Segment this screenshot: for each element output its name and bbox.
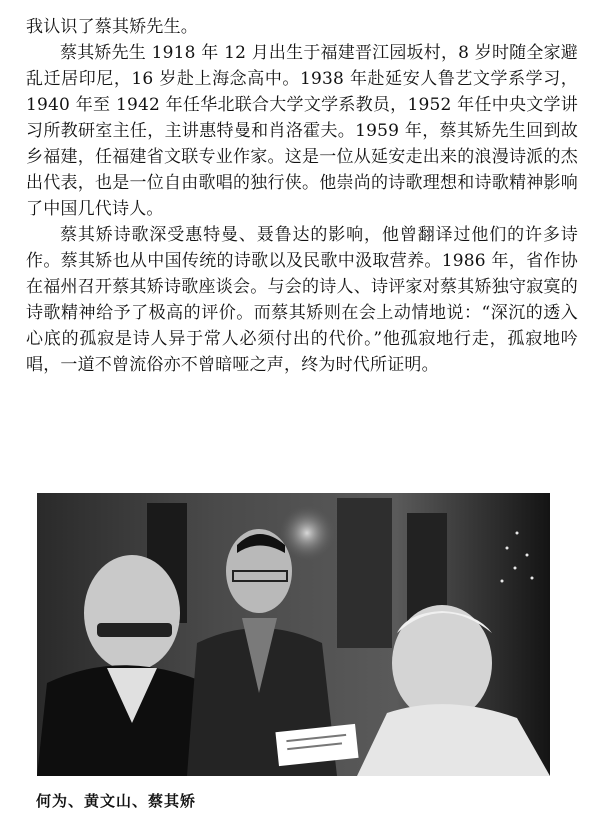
group-photo — [37, 493, 550, 776]
influence-paragraph: 蔡其矫诗歌深受惠特曼、聂鲁达的影响，他曾翻译过他们的许多诗作。蔡其矫也从中国传统的诗歌以及民歌中汲取营养。1986 年，省作协在福州召开蔡其矫诗歌座谈会。与会的诗人、诗评家对蔡其矫独守寂寞的诗歌精神给予了极高的评价。而蔡其矫则在会上动情地说：“深沉的透入心底的孤寂是诗人异于常人必须付出的代价。”他孤寂地行走，孤寂地吟唱，一道不曾流俗亦不曾暗哑之声，终为时代所证明。 — [26, 225, 578, 375]
photo-illustration — [37, 493, 550, 776]
article-body — [26, 14, 578, 378]
biography-paragraph: 蔡其矫先生 1918 年 12 月出生于福建晋江园坂村，8 岁时随全家避乱迁居印尼，16 岁赴上海念高中。1938 年赴延安人鲁艺文学系学习，1940 年至 1942 年任华北联合大学文学系教员，1952 年任中央文学讲习所教研室主任，主讲惠特曼和肖洛霍夫。1959 年，蔡其矫先生回到故乡福建，任福建省文联专业作家。这是一位从延安走出来的浪漫诗派的杰出代表，也是一位自由歌唱的独行侠。他崇尚的诗歌理想和诗歌精神影响了中国几代诗人。 — [26, 43, 578, 219]
photo-caption: 何为、黄文山、蔡其矫 — [36, 792, 197, 810]
intro-paragraph: 我认识了蔡其矫先生。 — [26, 17, 198, 37]
